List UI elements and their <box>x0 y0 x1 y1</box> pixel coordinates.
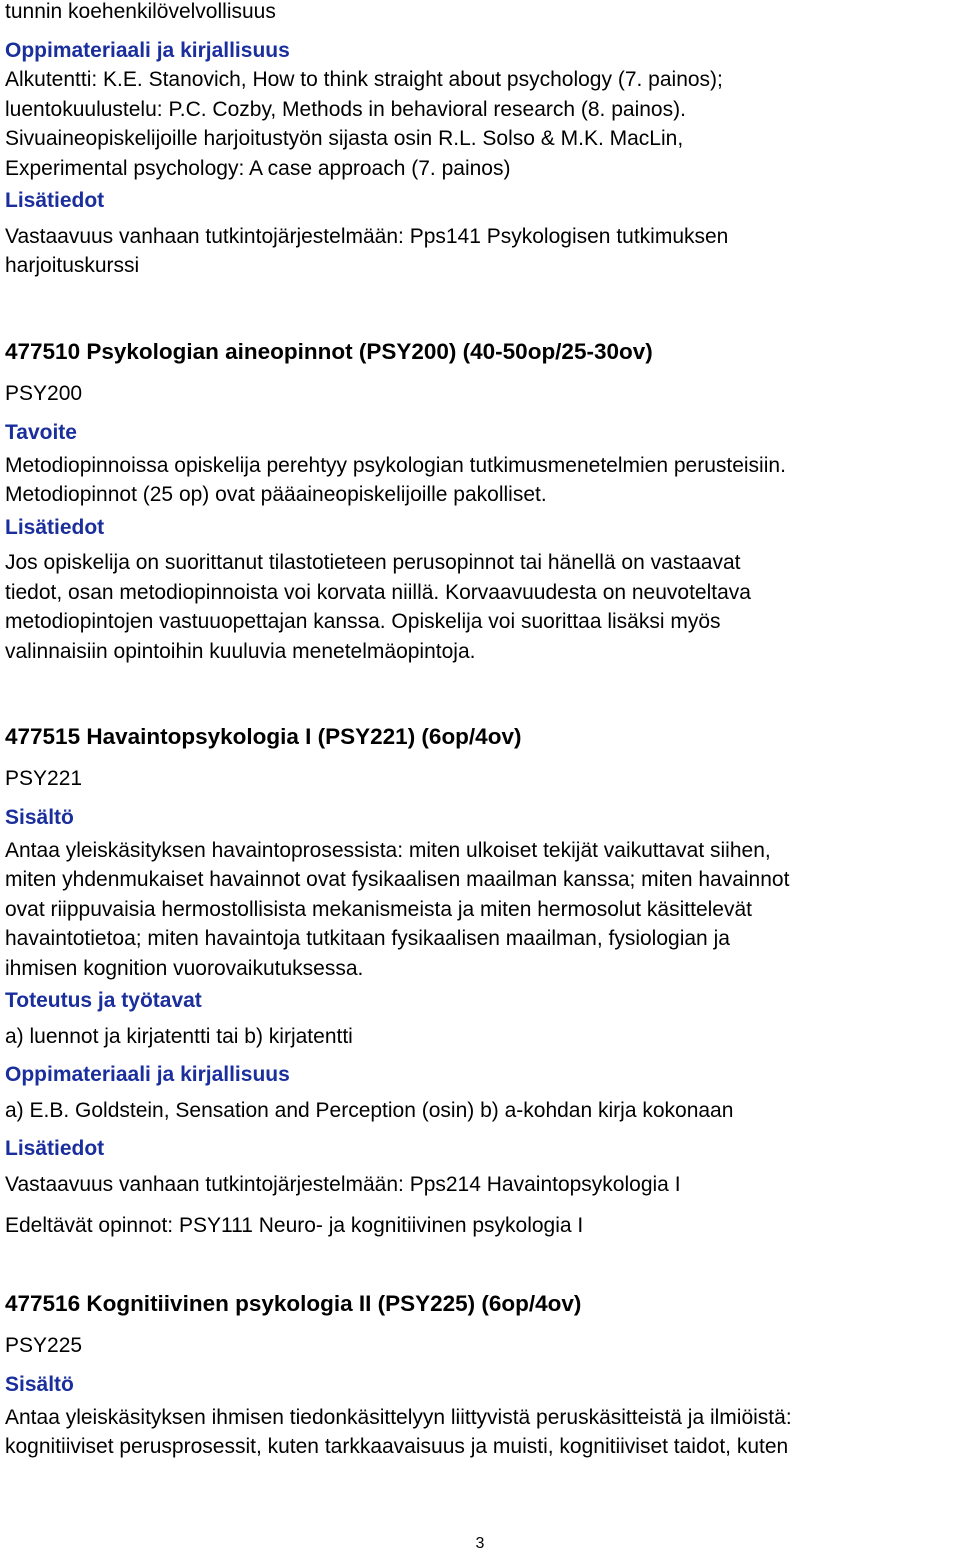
methods-heading: Toteutus ja työtavat <box>5 989 202 1012</box>
course-477510 <box>5 337 786 666</box>
content-line: kognitiiviset perusprosessit, kuten tarkkaavaisuus ja muisti, kognitiiviset taidot, kuten <box>5 1435 789 1458</box>
info-line: tiedot, osan metodiopinnoista voi korvata niillä. Korvaavuudesta on neuvoteltava <box>5 580 751 604</box>
page-number: 3 <box>475 1535 485 1552</box>
methods-line: a) luennot ja kirjatentti tai b) kirjatentti <box>5 1024 353 1048</box>
content-line: Antaa yleiskäsityksen ihmisen tiedonkäsittelyyn liittyvistä peruskäsitteistä ja ilmiöistä: <box>5 1405 792 1429</box>
info-line: Jos opiskelija on suorittanut tilastotieteen perusopinnot tai hänellä on vastaavat <box>5 551 741 574</box>
course-code: PSY200 <box>5 382 83 405</box>
info-heading: Lisätiedot <box>5 189 105 212</box>
info-heading: Lisätiedot <box>5 1137 105 1160</box>
materials-heading: Oppimateriaali ja kirjallisuus <box>5 1063 290 1086</box>
materials-line: Alkutentti: K.E. Stanovich, How to think straight about psychology (7. painos); <box>5 68 723 91</box>
materials-line: Experimental psychology: A case approach (7. painos) <box>5 156 511 180</box>
prerequisites-line: Edeltävät opinnot: PSY111 Neuro- ja kognitiivinen psykologia I <box>5 1214 584 1237</box>
materials-line: luentokuulustelu: P.C. Cozby, Methods in behavioral research (8. painos). <box>5 97 686 121</box>
course-477516 <box>5 1289 792 1462</box>
goal-line: Metodiopinnot (25 op) ovat pääaineopiskelijoille pakolliset. <box>5 483 547 506</box>
materials-line: a) E.B. Goldstein, Sensation and Perception (osin) b) a-kohdan kirja kokonaan <box>5 1098 734 1122</box>
goal-heading: Tavoite <box>5 421 77 444</box>
info-line: metodiopintojen vastuuopettajan kanssa. Opiskelija voi suorittaa lisäksi myös <box>5 610 721 633</box>
materials-line: Sivuaineopiskelijoille harjoitustyön sijasta osin R.L. Solso & M.K. MacLin, <box>5 127 684 150</box>
course-title: 477510 Psykologian aineopinnot (PSY200) (40-50op/25-30ov) <box>5 339 653 364</box>
info-line: Vastaavuus vanhaan tutkintojärjestelmään: Pps141 Psykologisen tutkimuksen <box>5 224 729 248</box>
content-line: miten yhdenmukaiset havainnot ovat fysikaalisen maailman kanssa; miten havainnot <box>5 868 790 891</box>
content-line: ovat riippuvaisia hermostollisista mekanismeista ja miten hermosolut käsittelevät <box>5 897 752 921</box>
continuation-line: tunnin koehenkilövelvollisuus <box>5 0 276 23</box>
course-code: PSY225 <box>5 1334 83 1357</box>
content-line: havaintotietoa; miten havaintoja tutkitaan fysikaalisen maailman, fysiologian ja <box>5 927 730 950</box>
content-heading: Sisältö <box>5 806 74 829</box>
info-line: Vastaavuus vanhaan tutkintojärjestelmään: Pps214 Havaintopsykologia I <box>5 1172 681 1196</box>
materials-heading: Oppimateriaali ja kirjallisuus <box>5 38 290 62</box>
info-line: harjoituskurssi <box>5 254 140 277</box>
top-section <box>5 0 728 281</box>
course-code: PSY221 <box>5 767 83 790</box>
content-line: Antaa yleiskäsityksen havaintoprosessista: miten ulkoiset tekijät vaikuttavat siihen, <box>5 838 771 862</box>
content-heading: Sisältö <box>5 1373 74 1396</box>
goal-line: Metodiopinnoissa opiskelija perehtyy psykologian tutkimusmenetelmien perusteisiin. <box>5 453 786 477</box>
course-477515 <box>5 722 789 1241</box>
course-title: 477515 Havaintopsykologia I (PSY221) (6op/4ov) <box>5 724 522 749</box>
info-heading: Lisätiedot <box>5 515 105 539</box>
course-title: 477516 Kognitiivinen psykologia II (PSY225) (6op/4ov) <box>5 1291 582 1316</box>
content-line: ihmisen kognition vuorovaikutuksessa. <box>5 956 364 980</box>
info-line: valinnaisiin opintoihin kuuluvia menetelmäopintoja. <box>5 639 476 663</box>
